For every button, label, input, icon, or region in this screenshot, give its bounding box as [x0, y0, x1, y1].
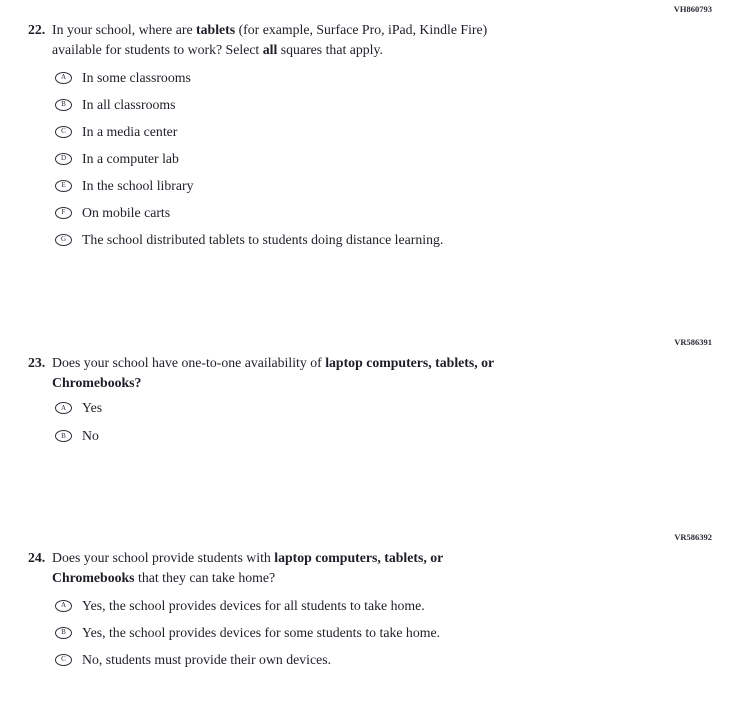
answer-options [55, 592, 737, 673]
answer-bubble-icon[interactable]: C [55, 654, 72, 666]
answer-option[interactable] [55, 592, 737, 619]
question-24 [28, 548, 737, 587]
answer-bubble-icon[interactable]: A [55, 600, 72, 612]
answer-option[interactable] [55, 172, 737, 199]
question-prompt-line: In your school, where are tablets (for example, Surface Pro, iPad, Kindle Fire) [52, 22, 488, 37]
answer-option-label: On mobile carts [82, 204, 171, 220]
answer-bubble-icon[interactable]: A [55, 402, 72, 414]
answer-option-label: Yes, the school provides devices for some students to take home. [82, 624, 441, 640]
question-prompt-line: Chromebooks that they can take home? [52, 569, 276, 585]
question-prompt-line: Does your school provide students with laptop computers, tablets, or [52, 550, 444, 565]
answer-option-label: In some classrooms [82, 69, 191, 85]
answer-bubble-icon[interactable]: G [55, 234, 72, 246]
answer-bubble-icon[interactable]: A [55, 72, 72, 84]
answer-bubble-icon[interactable]: D [55, 153, 72, 165]
answer-options [55, 394, 737, 450]
answer-option-label: In a computer lab [82, 150, 179, 166]
question-code: VR586391 [674, 337, 712, 347]
question-number: 23. [28, 355, 46, 370]
answer-bubble-icon[interactable]: B [55, 627, 72, 639]
answer-option-label: In the school library [82, 177, 194, 193]
answer-bubble-icon[interactable]: B [55, 430, 72, 442]
answer-bubble-icon[interactable]: B [55, 99, 72, 111]
answer-options [55, 64, 737, 253]
question-prompt-line: available for students to work? Select all squares that apply. [52, 41, 383, 57]
answer-bubble-icon[interactable]: E [55, 180, 72, 192]
answer-option-label: Yes [82, 400, 103, 415]
question-24-section [0, 528, 737, 673]
question-23-section [0, 333, 737, 450]
answer-option[interactable] [55, 394, 737, 422]
answer-option[interactable] [55, 646, 737, 673]
answer-option[interactable] [55, 619, 737, 646]
answer-option[interactable] [55, 422, 737, 450]
question-code: VH860793 [673, 4, 712, 14]
question-prompt [52, 548, 443, 587]
question-prompt-line: Chromebooks? [52, 374, 142, 390]
answer-option-label: The school distributed tablets to students doing distance learning. [82, 231, 444, 247]
question-23 [28, 353, 737, 392]
question-22 [28, 20, 737, 59]
question-22-section [0, 0, 737, 253]
question-code: VR586392 [674, 532, 712, 542]
answer-option[interactable] [55, 199, 737, 226]
answer-bubble-icon[interactable]: F [55, 207, 72, 219]
question-prompt-line: Does your school have one-to-one availability of laptop computers, tablets, or [52, 355, 495, 370]
answer-option-label: In all classrooms [82, 96, 176, 112]
answer-option-label: No, students must provide their own devices. [82, 651, 332, 667]
answer-option-label: No [82, 428, 99, 443]
answer-option-label: In a media center [82, 123, 178, 139]
question-prompt [52, 20, 487, 59]
answer-option[interactable] [55, 226, 737, 253]
answer-option[interactable] [55, 118, 737, 145]
question-number: 24. [28, 550, 46, 565]
answer-option[interactable] [55, 64, 737, 91]
answer-option[interactable] [55, 145, 737, 172]
question-prompt [52, 353, 494, 392]
answer-bubble-icon[interactable]: C [55, 126, 72, 138]
answer-option[interactable] [55, 91, 737, 118]
question-number: 22. [28, 22, 46, 37]
answer-option-label: Yes, the school provides devices for all students to take home. [82, 597, 425, 613]
